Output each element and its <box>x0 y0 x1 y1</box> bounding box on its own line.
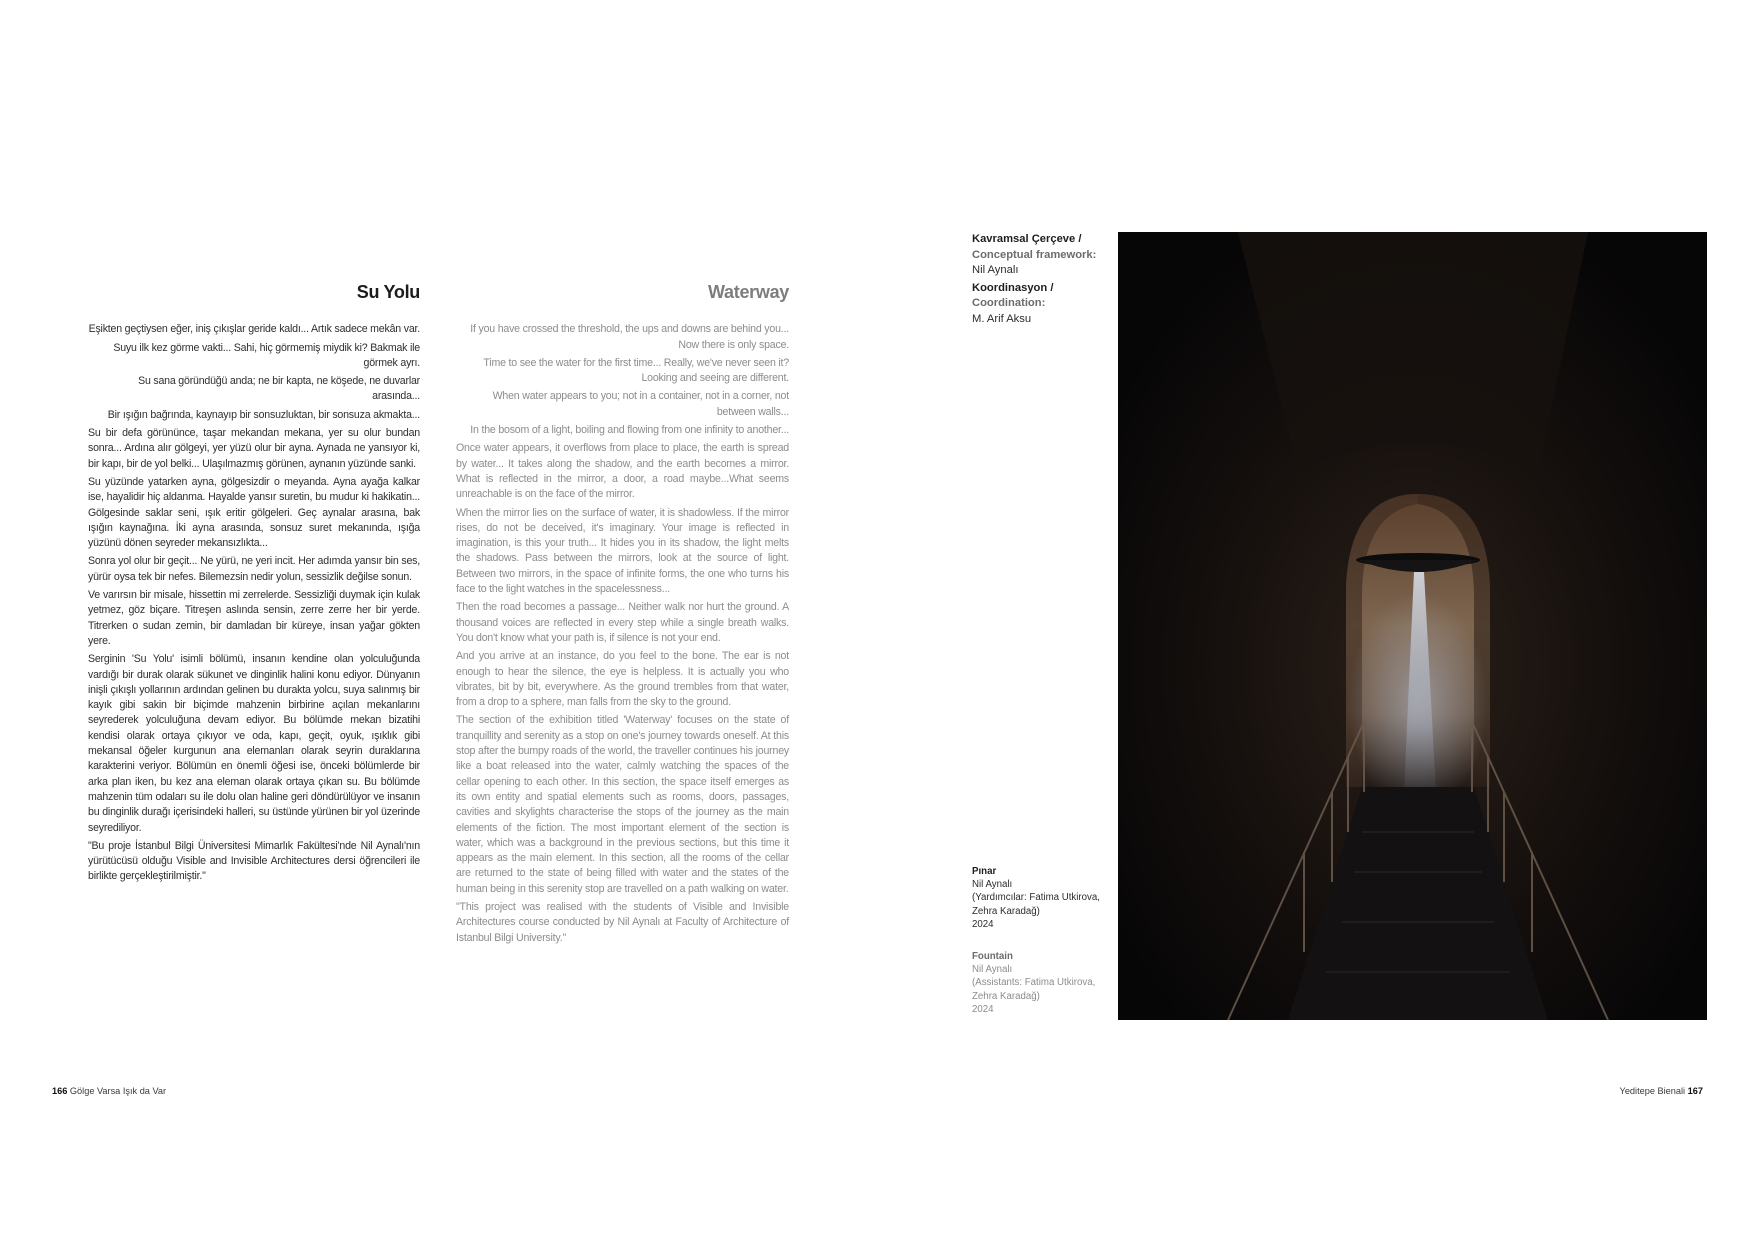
footer-left <box>52 1086 166 1096</box>
caption-tr-year: 2024 <box>972 918 994 930</box>
turkish-poem-line-2: Suyu ilk kez görme vakti... Sahi, hiç görmemiş miydik ki? Bakmak ile görmek ayrı. <box>113 341 420 369</box>
caption-tr-artist: Nil Aynalı <box>972 879 1013 891</box>
page-number-left: 166 <box>52 1086 68 1096</box>
english-poem-line-2: Time to see the water for the first time... Really, we've never seen it? Looking and seeing are different. <box>483 356 789 385</box>
coordination-name: M. Arif Aksu <box>972 312 1032 325</box>
caption-en-year: 2024 <box>972 1003 994 1015</box>
coordination-label-tr: Koordinasyon / <box>972 281 1054 294</box>
english-paragraph-5: The section of the exhibition titled 'Waterway' focuses on the state of tranquillity and serenity as a stop on one's journey towards oneself. At this stop after the bumpy roads of the world, the traveller continues his journey like a boat released into the water, calmly watching the spaces of the cellar opening to each other. In this section, the space itself emerges as its own entity and spatial elements such as rooms, doors, passages, cavities and skylights characterise the stops of the journey as the main elements of the fiction. The most important element of the section is water, which was a background in the previous sections, but this time it appears as the main element. In this section, all the rooms of the cellar are returned to the state of being filled with water and the states of the human being in this serenity stop are travelled on a path walking on water. <box>456 714 789 895</box>
cellar-arch-illustration <box>1118 232 1707 1020</box>
turkish-paragraph-2: Su yüzünde yatarken ayna, gölgesizdir o meyanda. Ayna ayağa kalkar ise, hayalidir hiç aldanma. Hayalde yansır suretin, bu mudur ki hakikatin... Gölgesinde saklar seni, ışık eritir gölgeleri. Geç aynalar arasına, bak ışığın kaynağına. İki ayna arasında, sonsuz suret mekanında, ışığa yüzünü dönen seyreder mekansızlıkta... <box>88 475 420 550</box>
caption-en-assistants: (Assistants: Fatima Utkirova, Zehra Karadağ) <box>972 977 1096 1002</box>
footer-left-text: Gölge Varsa Işık da Var <box>69 1086 167 1096</box>
framework-name: Nil Aynalı <box>972 264 1019 276</box>
english-poem-line-4: In the bosom of a light, boiling and flowing from one infinity to another... <box>470 424 789 437</box>
turkish-poem-line-4: Bir ışığın bağrında, kaynayıp bir sonsuzluktan, bir sonsuza akmakta... <box>107 408 420 421</box>
caption-tr-title: Pınar <box>972 866 997 877</box>
english-paragraph-4: And you arrive at an instance, do you feel to the bone. The ear is not enough to hear the silence, the eye is helpless. It is actually you who vibrates, bit by bit, everywhere. As the ground trembles from that water, from a drop to a sphere, man falls from the sky to the ground. <box>456 650 789 709</box>
turkish-paragraph-5: Serginin 'Su Yolu' isimli bölümü, insanın kendine olan yolculuğunda vardığı bir durak olarak sükunet ve dinginlik halini konu ediyor. Dünyanın inişli çıkışlı yollarının ardından gelinen bu durakta yolcu, suya salınmış bir kayık gibi sakin bir biçimde mahzenin birbirine açılan mekanlarını seyrederek yolculuğuna devam ediyor. Bu bölümde mekan bizatihi kendisi olarak ortaya çıkıyor ve oda, kapı, geçit, oyuk, ışıklık gibi mekansal öğeler kurgunun ana elemanları olarak seyrin duraklarına karakterini veriyor. Bölümün en önemli öğesi ise, önceki bölümlerde bir arka plan iken, bu kez ana eleman olarak ortaya çıkan su. Bu bölümde mahzenin tüm odaları su ile dolu olan haline geri döndürülüyor ve insanın bu dinginlik durağı içerisindeki halleri, su üstünde yürünen bir yol üzerinde seyrediliyor. <box>88 653 420 834</box>
english-paragraph-3: Then the road becomes a passage... Neither walk nor hurt the ground. A thousand voices are reflected in every step while a single breath walks. You don't know what your path is, if silence is not your end. <box>456 601 789 644</box>
english-text-column <box>456 282 789 949</box>
framework-label-tr: Kavramsal Çerçeve / <box>972 233 1082 245</box>
caption-english <box>972 950 1102 1016</box>
caption-tr-assistants: (Yardımcılar: Fatima Utkirova, Zehra Karadağ) <box>972 892 1100 917</box>
installation-photo <box>1118 232 1707 1020</box>
footer-right <box>1620 1086 1703 1096</box>
turkish-paragraph-1: Su bir defa görününce, taşar mekandan mekana, yer su olur bundan sonra... Ardına alır gölgeyi, yer yüzü olur bir ayna. Aynada ne yansıyor ki, bir kapı, bir de yol belki... Ulaşılmazmış görünen, aynanın yüzünde sanki. <box>88 427 420 470</box>
caption-en-artist: Nil Aynalı <box>972 964 1013 976</box>
coordination-label-en: Coordination: <box>972 297 1046 309</box>
english-paragraph-6: "This project was realised with the students of Visible and Invisible Architectures course conducted by Nil Aynalı at Faculty of Architecture of Istanbul Bilgi University." <box>456 900 789 944</box>
turkish-paragraph-3: Sonra yol olur bir geçit... Ne yürü, ne yeri incit. Her adımda yansır bin ses, yürür oysa tek bir nefes. Bilemezsin nedir yolun, sessizlik değilse sonun. <box>88 555 420 583</box>
english-poem-line-3: When water appears to you; not in a container, not in a corner, not between walls... <box>492 390 789 418</box>
turkish-paragraph-4: Ve varırsın bir misale, hissettin mi zerrelerde. Sessizliği duymak için kulak yetmez, göz biçare. Titreşen aslında sensin, zerre zerre her bir yerde. Titrerken o sudan zemin, bir damladan bir küreye, insan yağar gökten yere. <box>88 589 420 647</box>
caption-en-title: Fountain <box>972 951 1013 962</box>
turkish-poem-line-1: Eşikten geçtiysen eğer, iniş çıkışlar geride kaldı... Artık sadece mekân var. <box>88 323 420 336</box>
turkish-poem-line-3: Su sana göründüğü anda; ne bir kapta, ne köşede, ne duvarlar arasında... <box>138 375 420 403</box>
english-poem-line-1: If you have crossed the threshold, the ups and downs are behind you... Now there is only space. <box>470 323 789 351</box>
turkish-text-column <box>88 282 420 888</box>
turkish-title: Su Yolu <box>356 282 420 302</box>
page-number-right: 167 <box>1687 1086 1703 1096</box>
english-paragraph-2: When the mirror lies on the surface of water, it is shadowless. If the mirror rises, do not be deceived, it's imaginary. Your image is reflected in imagination, is this your truth... It hides you in its shadow, the light melts the shadows. Pass between the mirrors, look at the source of light. Between two mirrors, in the space of infinite forms, the one who turns his face to the light watches in the spacelessness... <box>456 506 789 596</box>
turkish-paragraph-6: "Bu proje İstanbul Bilgi Üniversitesi Mimarlık Fakültesi'nde Nil Aynalı'nın yürütücüsü olduğu Visible and Invisible Architectures dersi öğrencileri ile birlikte gerçekleştirilmiştir." <box>88 839 420 883</box>
credits-block <box>972 232 1112 329</box>
framework-label-en: Conceptual framework: <box>972 248 1097 261</box>
english-title: Waterway <box>708 282 789 302</box>
english-paragraph-1: Once water appears, it overflows from place to place, the earth is spread by water... It takes along the shadow, and the earth becomes a mirror. What is reflected in the mirror, a door, a road maybe...What seems unreachable is on the face of the mirror. <box>456 442 789 501</box>
footer-right-text: Yeditepe Bienali <box>1619 1086 1686 1096</box>
caption-turkish <box>972 865 1102 931</box>
